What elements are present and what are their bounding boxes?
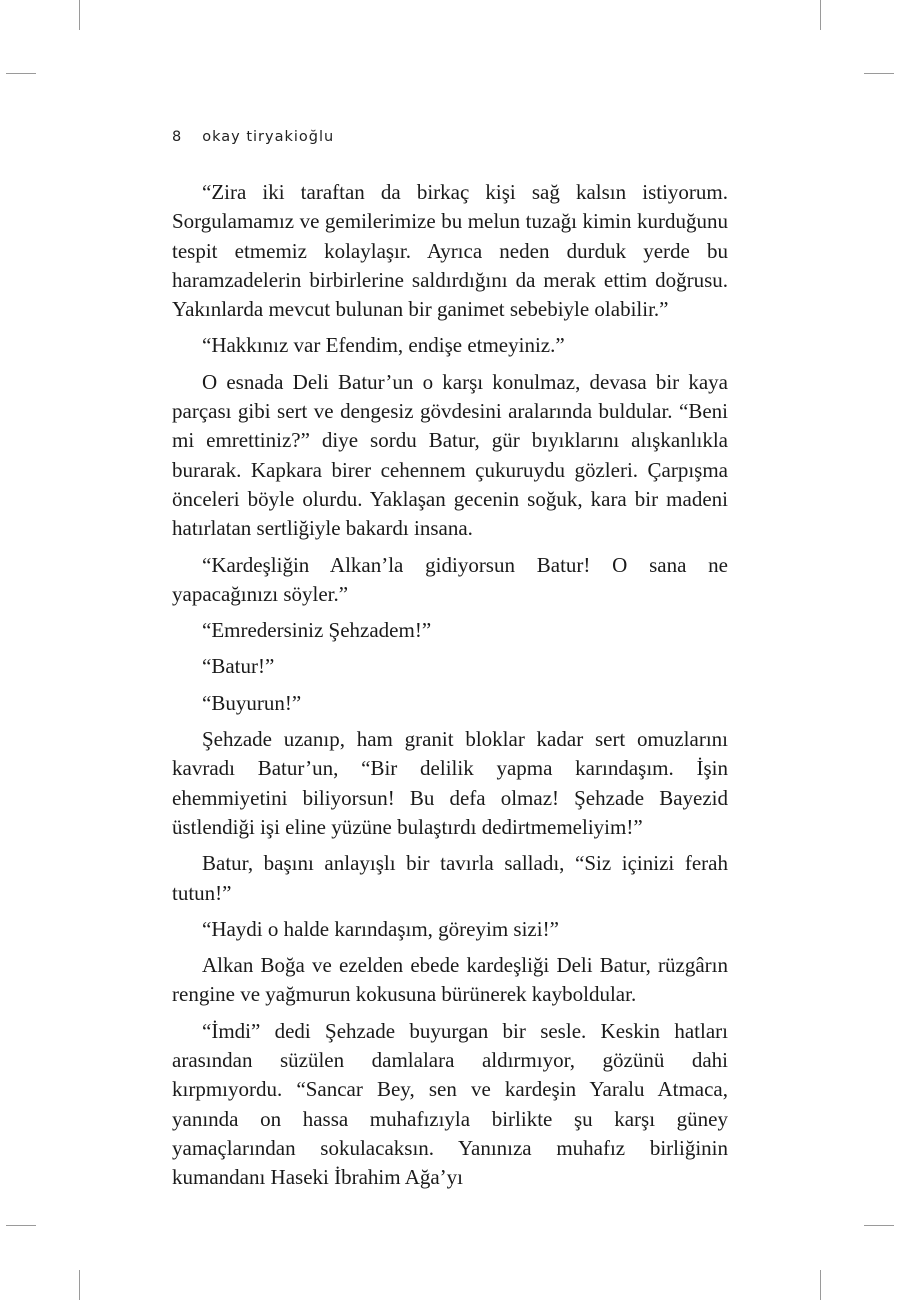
crop-mark-bottom-right-vertical: [820, 1270, 821, 1300]
paragraph: “Buyurun!”: [202, 690, 302, 715]
body-text: [172, 178, 728, 1200]
paragraph: O esnada Deli Batur’un o karşı konulmaz, devasa bir kaya parçası gibi sert ve dengesiz gövdesini aralarında buldular. “Beni mi emrettiniz?” diye sordu Batur, gür bıyıklarını alışkanlıkla burarak. Kapkara birer cehennem çukuruydu gözleri. Çarpışma önceleri böyle olurdu. Yaklaşan gecenin soğuk, kara bir madeni hatırlatan sertliğiyle bakardı insana.: [172, 369, 728, 541]
page-number: 8: [172, 129, 183, 145]
paragraph: “Haydi o halde karındaşım, göreyim sizi!”: [202, 916, 559, 941]
author-name: okay tiryakioğlu: [202, 129, 335, 145]
paragraph: “Zira iki taraftan da birkaç kişi sağ kalsın istiyorum. Sorgulamamız ve gemilerimize bu melun tuzağı kimin kurduğunu tespit etmemiz kolaylaşır. Ayrıca neden durduk yerde bu haramzadelerin birbirlerine saldırdığını da merak ettim doğrusu. Yakınlarda mevcut bulunan bir ganimet sebebiyle olabilir.”: [172, 180, 728, 322]
paragraph: Alkan Boğa ve ezelden ebede kardeşliği Deli Batur, rüzgârın rengine ve yağmurun kokusuna bürünerek kayboldular.: [172, 953, 728, 1007]
paragraph: “Hakkınız var Efendim, endişe etmeyiniz.”: [202, 333, 565, 358]
paragraph: “Batur!”: [202, 654, 275, 679]
crop-mark-top-right-vertical: [820, 0, 821, 30]
crop-mark-top-right-horizontal: [864, 73, 894, 74]
running-head: [172, 129, 334, 145]
paragraph: “Kardeşliğin Alkan’la gidiyorsun Batur! O sana ne yapacağınızı söyler.”: [172, 552, 728, 606]
crop-mark-bottom-left-horizontal: [6, 1225, 36, 1226]
crop-mark-bottom-right-horizontal: [864, 1225, 894, 1226]
paragraph: Şehzade uzanıp, ham granit bloklar kadar sert omuzlarını kavradı Batur’un, “Bir delilik yapma karındaşım. İşin ehemmiyetini biliyorsun! Bu defa olmaz! Şehzade Bayezid üstlendiği işi eline yüzüne bulaştırdı dedirtmemeliyim!”: [172, 727, 728, 839]
crop-mark-top-left-horizontal: [6, 73, 36, 74]
crop-mark-top-left-vertical: [79, 0, 80, 30]
paragraph: “İmdi” dedi Şehzade buyurgan bir sesle. Keskin hatları arasından süzülen damlalara aldırmıyor, gözünü dahi kırpmıyordu. “Sancar Bey, sen ve kardeşin Yaralu Atmaca, yanında on hassa muhafızıyla birlikte şu karşı güney yamaçlarından sokulacaksın. Yanınıza muhafız birliğinin kumandanı Haseki İbrahim Ağa’yı: [172, 1018, 728, 1190]
crop-mark-bottom-left-vertical: [79, 1270, 80, 1300]
paragraph: Batur, başını anlayışlı bir tavırla salladı, “Siz içinizi ferah tutun!”: [172, 851, 728, 905]
paragraph: “Emredersiniz Şehzadem!”: [202, 618, 432, 643]
